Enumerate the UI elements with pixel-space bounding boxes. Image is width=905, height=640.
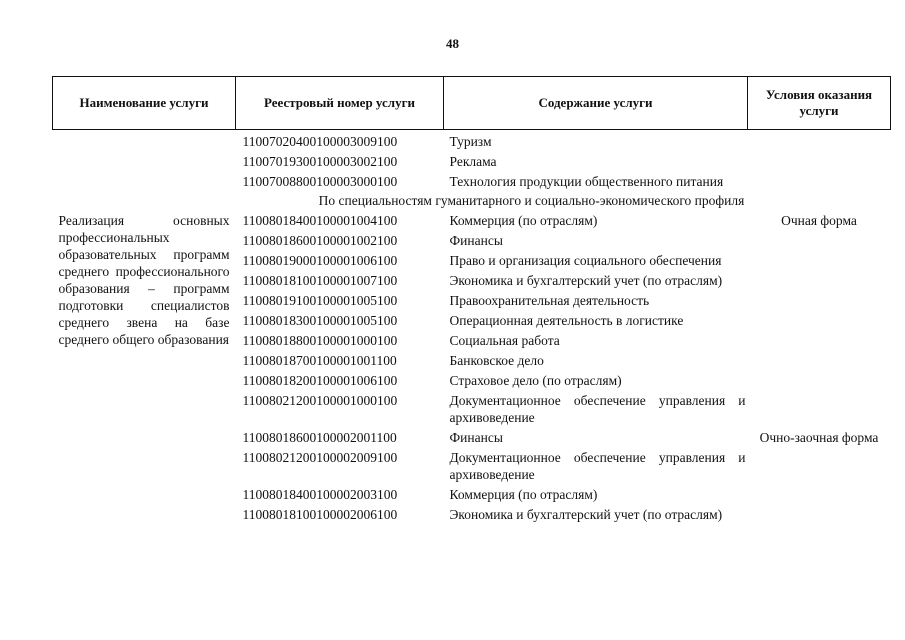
services-table (52, 76, 891, 523)
service-content: Финансы (449, 430, 503, 445)
condition-full-time: Очная форма (781, 213, 857, 228)
registry-number: 11008019100100001005100 (242, 293, 398, 308)
registry-number: 11008018100100002006100 (242, 507, 398, 522)
table-row (53, 170, 891, 190)
header-conditions: Условия оказания услуги (748, 77, 891, 130)
service-content: Реклама (449, 154, 497, 169)
table-body (53, 130, 891, 524)
table-header-row (53, 77, 891, 130)
registry-number: 11007019300100003002100 (242, 154, 398, 169)
table-row (53, 150, 891, 170)
service-content: Технология продукции общественного питания (449, 174, 724, 189)
service-content: Документационное обеспечение управления и архивоведение (449, 450, 746, 482)
registry-number: 11008018100100001007100 (242, 273, 398, 288)
service-content: Документационное обеспечение управления и архивоведение (449, 393, 746, 425)
section-title: По специальностям гуманитарного и социально-экономического профиля (318, 193, 745, 208)
registry-number: 11008018400100002003100 (242, 487, 398, 502)
registry-number: 11008018400100001004100 (242, 213, 398, 228)
registry-number: 11008018800100001000100 (242, 333, 398, 348)
table-row (53, 209, 891, 229)
service-name: Реализация основных профессиональных образовательных программ среднего профессионального образования – программ подготовки специалистов среднего звена на базе среднего общего образования (58, 213, 230, 347)
condition-part-time: Очно-заочная форма (759, 430, 879, 445)
registry-number: 11007008800100003000100 (242, 174, 398, 189)
registry-number: 11008018300100001005100 (242, 313, 398, 328)
service-content: Операционная деятельность в логистике (449, 313, 684, 328)
service-content: Финансы (449, 233, 503, 248)
page-number: 48 (446, 36, 459, 51)
table-row (53, 426, 891, 446)
section-row (53, 190, 891, 209)
registry-number: 11008019000100001006100 (242, 253, 398, 268)
table-row (53, 130, 891, 151)
registry-number: 11008018200100001006100 (242, 373, 398, 388)
service-content: Правоохранительная деятельность (449, 293, 650, 308)
service-content: Коммерция (по отраслям) (449, 487, 598, 502)
header-registry-number: Реестровый номер услуги (236, 77, 444, 130)
service-content: Экономика и бухгалтерский учет (по отраслям) (449, 273, 723, 288)
service-content: Коммерция (по отраслям) (449, 213, 598, 228)
service-content: Страховое дело (по отраслям) (449, 373, 622, 388)
service-content: Банковское дело (449, 353, 544, 368)
registry-number: 11008018600100002001100 (242, 430, 397, 445)
service-content: Экономика и бухгалтерский учет (по отраслям) (449, 507, 723, 522)
service-content: Право и организация социального обеспечения (449, 253, 722, 268)
header-service-name: Наименование услуги (53, 77, 236, 130)
registry-number: 11008021200100002009100 (242, 450, 398, 465)
registry-number: 11008018600100001002100 (242, 233, 398, 248)
registry-number: 11007020400100003009100 (242, 134, 398, 149)
header-content: Содержание услуги (444, 77, 748, 130)
registry-number: 11008018700100001001100 (242, 353, 397, 368)
service-content: Туризм (449, 134, 492, 149)
registry-number: 11008021200100001000100 (242, 393, 398, 408)
service-content: Социальная работа (449, 333, 560, 348)
